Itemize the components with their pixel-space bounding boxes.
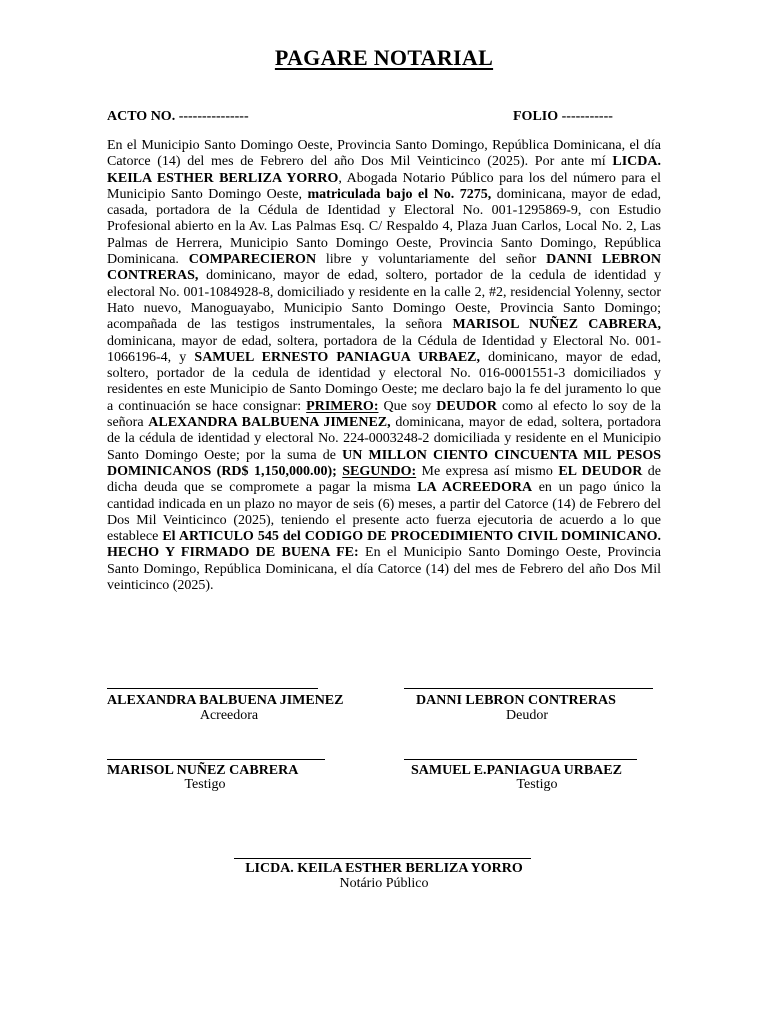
- signature-line: [107, 759, 325, 760]
- body-text: libre y voluntariamente del señor: [316, 252, 547, 268]
- creditor-keyword: LA ACREEDORA: [417, 480, 533, 496]
- witness-2-signature-name: SAMUEL E.PANIAGUA URBAEZ: [411, 763, 622, 778]
- folio-label: FOLIO -----------: [513, 109, 613, 124]
- amount-text: UN MILLON CIENTO CINCUENTA MIL PESOS DOMINICANOS (RD$ 1,150,000.00);: [107, 447, 662, 479]
- body-paragraph: [107, 138, 661, 594]
- creditor-signature-role: Acreedora: [199, 708, 259, 723]
- signature-line: [234, 858, 531, 859]
- body-text: como al efecto lo soy de la señora: [107, 398, 661, 431]
- debtor-keyword: DEUDOR: [436, 398, 497, 414]
- body-text: dominicana, mayor de edad, soltera, portadora de la Cédula de Identidad y Electoral No. 001-1066196-4, y: [107, 333, 661, 365]
- witness-1-signature-name: MARISOL NUÑEZ CABRERA: [107, 763, 299, 778]
- signature-line: [107, 688, 318, 689]
- debtor-signature-role: Deudor: [506, 708, 548, 723]
- acto-number-label: ACTO NO. ---------------: [107, 109, 249, 124]
- body-text: en un pago único la cantidad indicada en un plazo no mayor de seis (6) meses, a partir del Catorce (14) de Febrero del Dos Mil Veinticinco (2025), teniendo el presente acto fuerza ejecutoria de acuerdo a lo que establece: [107, 480, 661, 545]
- body-text: de dicha deuda que se compromete a pagar la misma: [107, 463, 661, 496]
- witness-1-signature-role: Testigo: [184, 777, 226, 792]
- creditor-signature-name: ALEXANDRA BALBUENA JIMENEZ: [107, 693, 344, 708]
- debtor-name-text: DANNI LEBRON CONTRERAS,: [107, 252, 661, 284]
- body-text: En el Municipio Santo Domingo Oeste, Provincia Santo Domingo, República Dominicana, el día Catorce (14) del mes de Febrero del año Dos Mil veinticinco (2025).: [107, 545, 662, 594]
- body-text: En el Municipio Santo Domingo Oeste, Provincia Santo Domingo, República Dominicana, el día Catorce (14) del mes de Febrero del año Dos Mil Veinticinco (2025). Por ante mí: [107, 138, 661, 170]
- body-text: Me expresa así mismo: [416, 463, 559, 479]
- body-text: Que soy: [378, 398, 437, 414]
- body-text: dominicano, mayor de edad, soltero, portador de la cedula de identidad y electoral No. 001-1084928-8, domiciliado y residente en la calle 2, #2, residencial Yolenny, sector Hato nuevo, Manoguayabo, Municipio Santo Domingo Oeste, Provincia Santo Domingo; acompañada de las testigos instrumentales, la señora: [107, 268, 661, 333]
- body-text: dominicana, mayor de edad, soltera, portadora de la cédula de identidad y electoral No. 224-0003248-2 domiciliada y residente en el Municipio Santo Domingo Oeste; por la suma de: [107, 415, 662, 463]
- witness-name-text: SAMUEL ERNESTO PANIAGUA URBAEZ,: [194, 349, 481, 365]
- witness-name-text: MARISOL NUÑEZ CABRERA,: [452, 317, 662, 333]
- notary-name-text: LICDA. KEILA ESTHER BERLIZA YORRO: [107, 154, 661, 186]
- body-text: dominicano, mayor de edad, soltero, portador de la cedula de identidad y electoral No. 016-0001551-3 domiciliados y residentes en este Municipio de Santo Domingo Oeste; me declaro bajo la fe del juramento lo que a continuación se hace consignar:: [107, 349, 661, 414]
- document-title-text: PAGARE NOTARIAL: [274, 45, 494, 70]
- signature-line: [404, 759, 637, 760]
- legal-article-text: El ARTICULO 545 del CODIGO DE PROCEDIMIENTO CIVIL DOMINICANO. HECHO Y FIRMADO DE BUENA FE:: [107, 529, 661, 561]
- document-title: [0, 40, 768, 72]
- body-text: , Abogada Notario Público para los del número para el Municipio Santo Domingo Oeste,: [107, 170, 661, 202]
- clause-segundo-label: SEGUNDO:: [342, 463, 417, 479]
- witness-2-signature-role: Testigo: [516, 777, 558, 792]
- creditor-name-text: ALEXANDRA BALBUENA JIMENEZ,: [148, 415, 391, 431]
- debtor-signature-name: DANNI LEBRON CONTRERAS: [416, 693, 616, 708]
- notary-signature-name: LICDA. KEILA ESTHER BERLIZA YORRO: [245, 861, 523, 876]
- notary-registration-text: matriculada bajo el No. 7275,: [307, 186, 492, 202]
- notary-signature-role: Notário Público: [339, 876, 429, 891]
- signature-line: [404, 688, 653, 689]
- clause-primero-label: PRIMERO:: [306, 398, 379, 414]
- body-text: dominicana, mayor de edad, casada, portadora de la Cédula de Identidad y Electoral No. 001-1295869-9, con Estudio Profesional abierto en la Av. Las Palmas Esq. C/ Respaldo 4, Plaza Juan Carlos, Local No. 2, Las Palmas de Herrera, Municipio Santo Domingo Oeste, Provincia Santo Domingo, República Dominicana.: [107, 186, 662, 268]
- debtor-keyword: EL DEUDOR: [558, 463, 643, 479]
- comparecieron-keyword: COMPARECIERON: [188, 252, 317, 268]
